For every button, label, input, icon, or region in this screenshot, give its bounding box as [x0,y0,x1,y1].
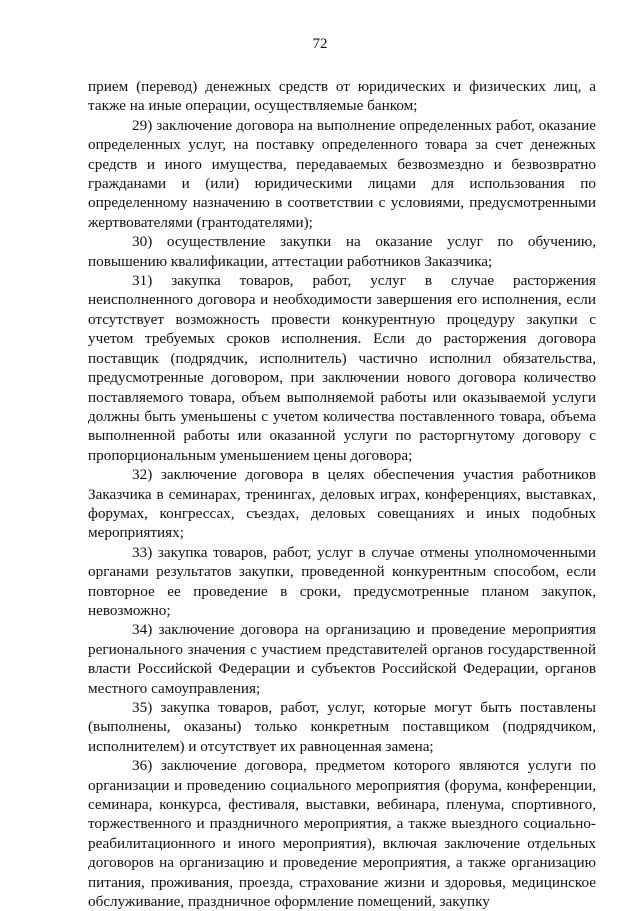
paragraph-item-36: 36) заключение договора, предметом которого являются услуги по организации и проведению социального мероприятия (форума, конференции, семинара, конкурса, фестиваля, выставки, вебинара, пленума, спортивного, торжественного и праздничного мероприятия, а также выездного социально-реабилитационного и иного мероприятия), включая заключение отдельных договоров на организацию и проведение мероприятия, а также организацию питания, проживания, проезда, страхование жизни и здоровья, медицинское обслуживание, праздничное оформление помещений, закупку [88,757,596,911]
paragraph-item-30: 30) осуществление закупки на оказание услуг по обучению, повышению квалификации, аттестации работников Заказчика; [88,233,596,270]
paragraph-item-33: 33) закупка товаров, работ, услуг в случае отмены уполномоченными органами результатов закупки, проведенной конкурентным способом, если повторное ее проведение в сроки, предусмотренные планом закупок, невозможно; [88,543,596,619]
paragraph-item-31: 31) закупка товаров, работ, услуг в случае расторжения неисполненного договора и необходимости завершения его исполнения, если отсутствует возможность провести конкурентную процедуру закупки с учетом требуемых сроков исполнения. Если до расторжения договора поставщик (подрядчик, исполнитель) частично исполнил обязательства, предусмотренные договором, при заключении нового договора количество поставляемого товара, объем выполняемой работы или оказываемой услуги должны быть уменьшены с учетом количества поставленного товара, объема выполненной работы или оказанной услуги по расторгнутому договору с пропорциональным уменьшением цены договора; [88,272,596,464]
paragraph-item-35: 35) закупка товаров, работ, услуг, которые могут быть поставлены (выполнены, оказаны) только конкретным поставщиком (подрядчиком, исполнителем) и отсутствует их равноценная замена; [88,699,596,755]
paragraph-item-34: 34) заключение договора на организацию и проведение мероприятия регионального значения с участием представителей органов государственной власти Российской Федерации и субъектов Российской Федерации, органов местного самоуправления; [88,621,596,697]
paragraph-continuation: прием (перевод) денежных средств от юридических и физических лиц, а также на иные операции, осуществляемые банком; [88,78,596,115]
document-body [88,77,596,911]
paragraph-item-29: 29) заключение договора на выполнение определенных работ, оказание определенных услуг, на поставку определенного товара за счет денежных средств и иного имущества, передаваемых безвозмездно и безвозвратно гражданами и (или) юридическими лицами для использования по определенному назначению в соответствии с условиями, предусмотренными жертвователями (грантодателями); [88,116,596,231]
page-number: 72 [312,36,328,52]
paragraph-item-32: 32) заключение договора в целях обеспечения участия работников Заказчика в семинарах, тренингах, деловых играх, конференциях, выставках, форумах, конгрессах, съездах, деловых совещаниях и иных подобных мероприятиях; [88,466,596,542]
